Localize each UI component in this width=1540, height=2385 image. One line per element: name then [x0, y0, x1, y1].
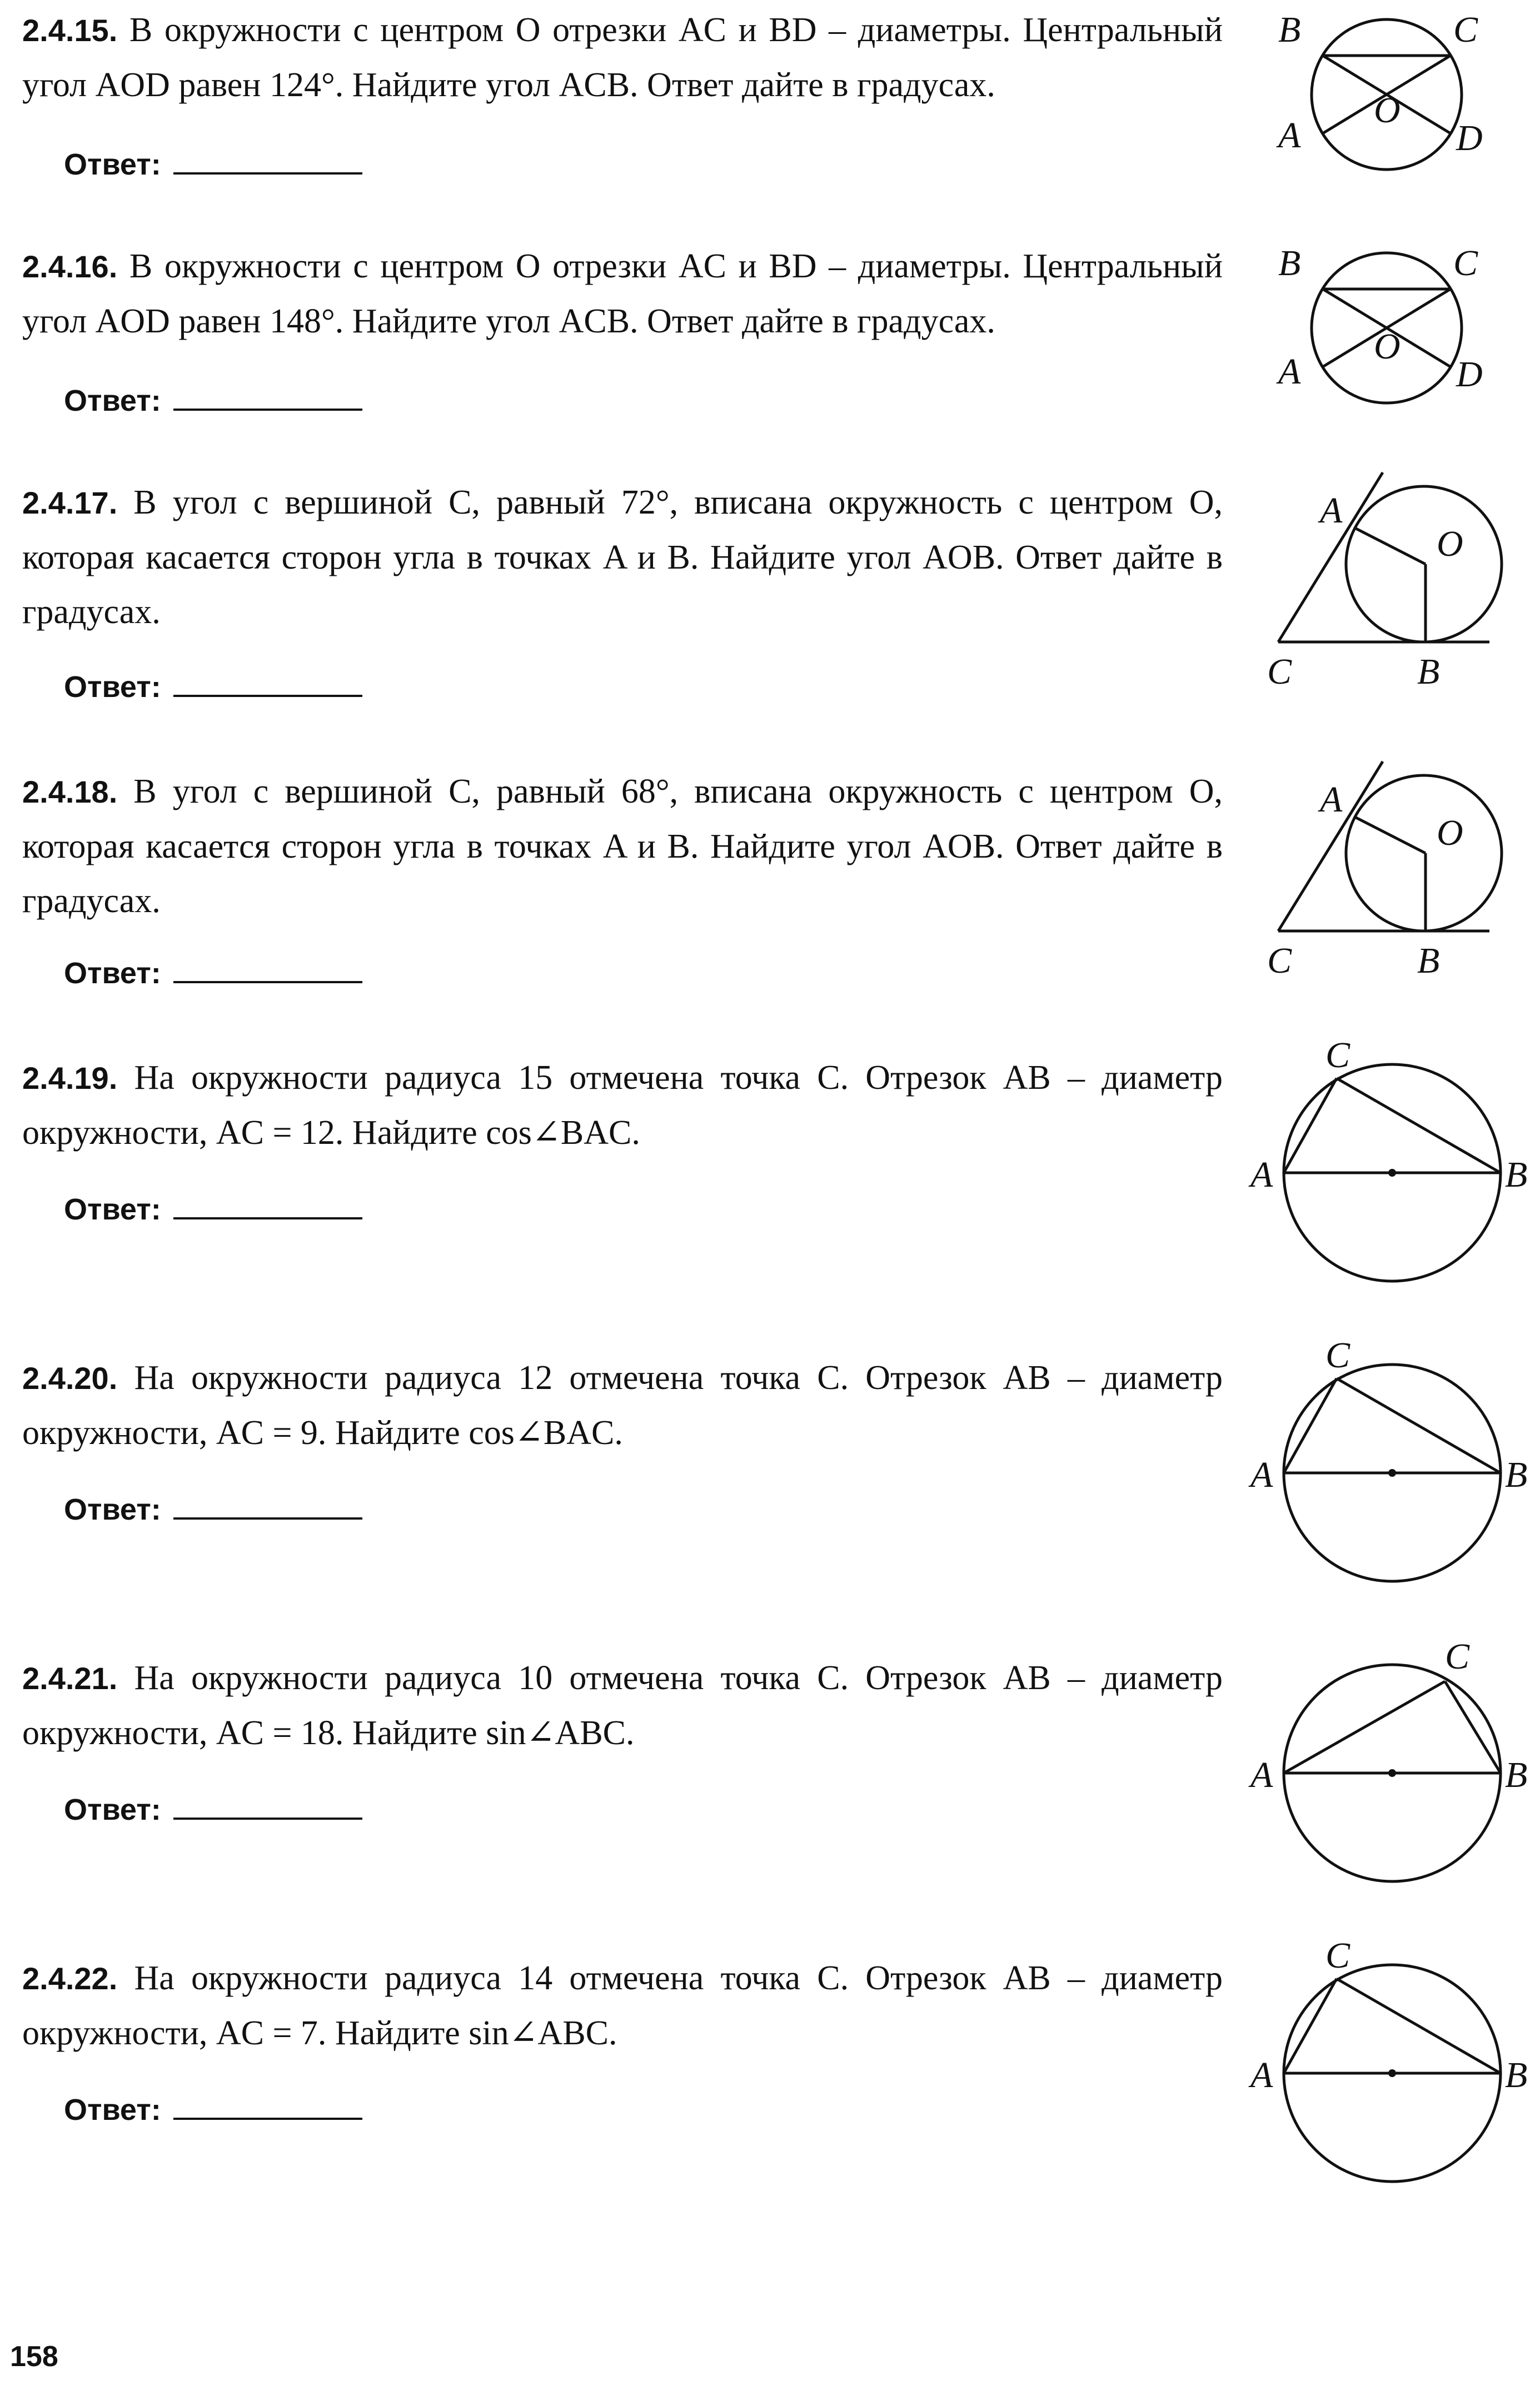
chord-ac [1284, 1681, 1445, 1773]
problem-body: В окружности с центром O отрезки AC и BD – диаметры. Центральный угол AOD равен 124°. Найдите угол ACB. Ответ дайте в градусах. [22, 11, 1223, 104]
label-b: B [1505, 1154, 1528, 1195]
label-a: A [1320, 490, 1343, 531]
label-o: O [1374, 326, 1401, 367]
label-b: B [1278, 9, 1301, 50]
label-a: A [1250, 1154, 1273, 1195]
label-d: D [1456, 118, 1483, 158]
problem-number: 2.4.21. [22, 1661, 118, 1696]
label-c: C [1267, 651, 1292, 692]
label-o: O [1437, 524, 1463, 564]
problem-body: На окружности радиуса 14 отмечена точка C. Отрезок AB – диаметр окружности, AC = 7. Найдите sin∠ABC. [22, 1959, 1223, 2052]
center-point [1388, 2069, 1396, 2077]
figure-circle-diameters-1 [1273, 11, 1528, 170]
answer-label: Ответ: [64, 1793, 161, 1826]
label-c: C [1325, 1335, 1350, 1376]
answer-line[interactable] [173, 386, 362, 411]
problem-number: 2.4.15. [22, 13, 118, 48]
chord-cb [1337, 1078, 1501, 1173]
chord-cb [1445, 1681, 1501, 1773]
problem-2-4-21 [22, 1651, 1223, 1760]
label-c: C [1267, 940, 1292, 981]
problem-body: В угол с вершиной C, равный 72°, вписана окружность с центром O, которая касается сторон угла в точках A и B. Найдите угол AOB. Ответ дайте в градусах. [22, 484, 1223, 631]
problem-text [22, 3, 1223, 112]
problem-body: На окружности радиуса 10 отмечена точка C. Отрезок AB – диаметр окружности, AC = 18. Найдите sin∠ABC. [22, 1659, 1223, 1752]
problem-body: На окружности радиуса 12 отмечена точка C. Отрезок AB – диаметр окружности, AC = 9. Найдите cos∠BAC. [22, 1359, 1223, 1452]
answer-field[interactable] [64, 147, 362, 182]
problem-number: 2.4.16. [22, 249, 118, 284]
label-b: B [1417, 651, 1440, 692]
problem-body: В окружности с центром O отрезки AC и BD – диаметры. Центральный угол AOD равен 148°. Найдите угол ACB. Ответ дайте в градусах. [22, 247, 1223, 340]
problem-body: На окружности радиуса 15 отмечена точка C. Отрезок AB – диаметр окружности, AC = 12. Найдите cos∠BAC. [22, 1059, 1223, 1152]
problem-text [22, 239, 1223, 348]
answer-line[interactable] [173, 1495, 362, 1520]
answer-field[interactable] [64, 956, 362, 990]
problem-2-4-20 [22, 1351, 1223, 1460]
label-b: B [1278, 243, 1301, 283]
label-d: D [1456, 354, 1483, 395]
figure-inscribed-angle-2 [1256, 756, 1523, 992]
answer-label: Ответ: [64, 1193, 161, 1226]
label-b: B [1505, 2055, 1528, 2095]
problem-2-4-19 [22, 1050, 1223, 1160]
label-o: O [1374, 90, 1401, 131]
label-a: A [1250, 1455, 1273, 1495]
answer-field[interactable] [64, 1492, 362, 1527]
chord-cb [1337, 1378, 1501, 1473]
figure-triangle-in-circle-3 [1239, 1634, 1534, 1893]
problem-2-4-15 [22, 3, 1223, 112]
problem-text [22, 764, 1223, 928]
label-a: A [1320, 779, 1343, 820]
label-c: C [1453, 243, 1478, 283]
center-point [1388, 1769, 1396, 1777]
center-point [1388, 1469, 1396, 1477]
problem-2-4-17 [22, 475, 1223, 639]
answer-label: Ответ: [64, 957, 161, 990]
label-b: B [1505, 1755, 1528, 1795]
problem-number: 2.4.22. [22, 1961, 118, 1996]
figure-triangle-in-circle-4 [1239, 1934, 1534, 2193]
problem-number: 2.4.18. [22, 774, 118, 809]
problem-2-4-18 [22, 764, 1223, 928]
chord-cb [1337, 1979, 1501, 2073]
answer-label: Ответ: [64, 384, 161, 417]
problem-text [22, 1951, 1223, 2060]
page-number: 158 [10, 2341, 58, 2373]
problem-text [22, 1651, 1223, 1760]
problem-2-4-22 [22, 1951, 1223, 2060]
answer-line[interactable] [173, 1195, 362, 1219]
figure-triangle-in-circle-2 [1239, 1334, 1534, 1592]
problem-2-4-16 [22, 239, 1223, 348]
label-c: C [1325, 1935, 1350, 1976]
problem-number: 2.4.17. [22, 485, 118, 520]
problem-text [22, 1351, 1223, 1460]
label-c: C [1445, 1636, 1470, 1677]
answer-label: Ответ: [64, 670, 161, 704]
chord-ac [1284, 1378, 1337, 1473]
answer-line[interactable] [173, 673, 362, 697]
label-o: O [1437, 813, 1463, 853]
answer-label: Ответ: [64, 1493, 161, 1526]
answer-field[interactable] [64, 384, 362, 418]
answer-field[interactable] [64, 1793, 362, 1827]
problem-text [22, 475, 1223, 639]
radius-oa [1355, 817, 1426, 853]
answer-label: Ответ: [64, 148, 161, 181]
label-b: B [1417, 940, 1440, 981]
problem-number: 2.4.19. [22, 1060, 118, 1096]
center-point [1388, 1169, 1396, 1177]
answer-line[interactable] [173, 959, 362, 983]
label-a: A [1278, 351, 1301, 392]
label-a: A [1250, 2055, 1273, 2095]
answer-line[interactable] [173, 1795, 362, 1820]
problem-body: В угол с вершиной C, равный 68°, вписана окружность с центром O, которая касается сторон угла в точках A и B. Найдите угол AOB. Ответ дайте в градусах. [22, 773, 1223, 920]
label-c: C [1325, 1035, 1350, 1076]
radius-oa [1355, 528, 1426, 564]
figure-inscribed-angle-1 [1256, 467, 1523, 703]
answer-field[interactable] [64, 1192, 362, 1227]
chord-ac [1284, 1078, 1337, 1173]
answer-line[interactable] [173, 2095, 362, 2120]
label-b: B [1505, 1455, 1528, 1495]
figure-circle-diameters-2 [1273, 245, 1528, 409]
problem-number: 2.4.20. [22, 1361, 118, 1396]
answer-line[interactable] [173, 150, 362, 175]
answer-field[interactable] [64, 2093, 362, 2127]
chord-ac [1284, 1979, 1337, 2073]
figure-triangle-in-circle-1 [1239, 1034, 1534, 1292]
label-c: C [1453, 9, 1478, 50]
answer-label: Ответ: [64, 2093, 161, 2127]
answer-field[interactable] [64, 670, 362, 704]
label-a: A [1250, 1755, 1273, 1795]
label-a: A [1278, 115, 1301, 156]
problem-text [22, 1050, 1223, 1160]
